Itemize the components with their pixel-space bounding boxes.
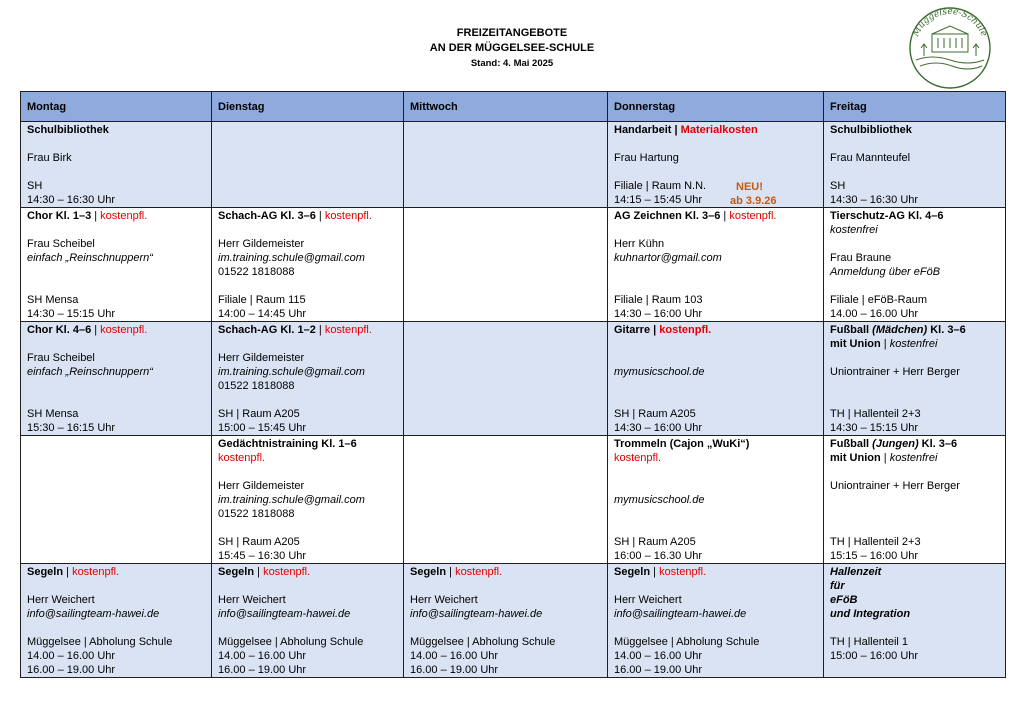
separator: | xyxy=(91,324,101,336)
time: 16.00 – 19.00 Uhr xyxy=(410,664,499,676)
separator: | xyxy=(446,566,456,578)
contact-person: Herr Weichert xyxy=(218,594,286,606)
cost-label: kostenpfl. xyxy=(659,324,712,336)
cell-mon-chor-1-3 xyxy=(21,208,212,322)
location: Müggelsee | Abholung Schule xyxy=(410,636,556,648)
activity-title: Gedächtnistraining Kl. 1–6 xyxy=(218,438,357,450)
location: Filiale | Raum 103 xyxy=(614,294,703,306)
note: einfach „Reinschnuppern“ xyxy=(27,366,153,378)
cell-don-segeln xyxy=(608,564,824,678)
time: 14.00 – 16.00 Uhr xyxy=(27,650,116,662)
separator: | xyxy=(91,210,101,222)
location: TH | Hallenteil 1 xyxy=(830,636,909,648)
activity-title: Handarbeit xyxy=(614,124,672,136)
cell-fre-tierschutz xyxy=(824,208,1006,322)
cell-fre-fussball-maedchen xyxy=(824,322,1006,436)
cost-label: kostenpfl. xyxy=(100,210,148,222)
phone-number: 01522 1818088 xyxy=(218,508,295,520)
cell-empty xyxy=(21,436,212,564)
time: 14:30 – 16:30 Uhr xyxy=(27,194,116,206)
email-link[interactable]: info@sailingteam-hawei.de xyxy=(410,608,543,620)
activity-title: Segeln xyxy=(410,566,447,578)
time: 16.00 – 19.00 Uhr xyxy=(218,664,307,676)
location: Filiale | Raum N.N. xyxy=(614,180,707,192)
document-title-line-1: FREIZEITANGEBOTE xyxy=(456,27,568,39)
cost-label: kostenpfl. xyxy=(72,566,120,578)
location: TH | Hallenteil 2+3 xyxy=(830,408,921,420)
time: 15:00 – 16:00 Uhr xyxy=(830,650,919,662)
activity-title: Fußball xyxy=(830,438,873,450)
location: SH xyxy=(27,180,43,192)
table-row xyxy=(21,122,1006,208)
note: einfach „Reinschnuppern“ xyxy=(27,252,153,264)
time: 16.00 – 19.00 Uhr xyxy=(27,664,116,676)
activity-title: Segeln xyxy=(218,566,255,578)
email-link[interactable]: im.training.schule@gmail.com xyxy=(218,494,365,506)
cell-empty xyxy=(404,322,608,436)
time: 14:30 – 16:00 Uhr xyxy=(614,308,703,320)
activity-title-line: eFöB xyxy=(830,594,858,606)
contact-person: Frau Birk xyxy=(27,152,72,164)
document-title-line-2: AN DER MÜGGELSEE-SCHULE xyxy=(429,42,595,54)
email-link[interactable]: info@sailingteam-hawei.de xyxy=(27,608,160,620)
contact-person: Frau Braune xyxy=(830,252,892,264)
contact-person: Herr Weichert xyxy=(614,594,682,606)
time: 14:30 – 15:15 Uhr xyxy=(27,308,116,320)
cost-label: kostenpfl. xyxy=(729,210,777,222)
location: Müggelsee | Abholung Schule xyxy=(614,636,760,648)
time: 15:15 – 16:00 Uhr xyxy=(830,550,919,562)
school-logo xyxy=(902,4,998,92)
activity-title: Segeln xyxy=(27,566,64,578)
separator: | xyxy=(63,566,73,578)
activity-grades: Kl. 3–6 xyxy=(918,438,958,450)
activity-title: Schach-AG Kl. 1–2 xyxy=(218,324,316,336)
weekday-header-row xyxy=(21,92,1006,122)
contact-person: Herr Gildemeister xyxy=(218,352,305,364)
table-row xyxy=(21,436,1006,564)
contact-person: Herr Kühn xyxy=(614,238,665,250)
cell-mon-bibliothek xyxy=(21,122,212,208)
time: 15:30 – 16:15 Uhr xyxy=(27,422,116,434)
cost-label: Materialkosten xyxy=(680,124,758,136)
time: 14.00 – 16.00 Uhr xyxy=(830,308,919,320)
cost-label: kostenpfl. xyxy=(218,452,266,464)
time: 14.00 – 16.00 Uhr xyxy=(410,650,499,662)
time: 14.00 – 16.00 Uhr xyxy=(218,650,307,662)
location: TH | Hallenteil 2+3 xyxy=(830,536,921,548)
cell-empty xyxy=(404,208,608,322)
separator: | xyxy=(315,210,325,222)
email-link[interactable]: info@sailingteam-hawei.de xyxy=(218,608,351,620)
document-date: Stand: 4. Mai 2025 xyxy=(470,58,554,69)
website-link[interactable]: mymusicschool.de xyxy=(614,366,705,378)
contact-person: Frau Hartung xyxy=(614,152,679,164)
separator: | xyxy=(254,566,264,578)
cell-don-zeichnen xyxy=(608,208,824,322)
cell-fre-fussball-jungen xyxy=(824,436,1006,564)
cost-label: kostenpfl. xyxy=(324,324,372,336)
document-title-block xyxy=(0,26,1024,71)
cell-empty xyxy=(212,122,404,208)
header-freitag: Freitag xyxy=(824,92,1006,122)
location: SH xyxy=(830,180,846,192)
activity-title: Schulbibliothek xyxy=(830,124,912,136)
activity-grades: Kl. 3–6 xyxy=(927,324,966,336)
phone-number: 01522 1818088 xyxy=(218,266,295,278)
email-link[interactable]: im.training.schule@gmail.com xyxy=(218,366,365,378)
activity-title: Trommeln (Cajon „WuKi“) xyxy=(614,438,750,450)
activity-group: (Mädchen) xyxy=(872,324,928,336)
activity-group: (Jungen) xyxy=(872,438,919,450)
email-link[interactable]: im.training.schule@gmail.com xyxy=(218,252,365,264)
cell-empty xyxy=(404,122,608,208)
cell-mon-chor-4-6 xyxy=(21,322,212,436)
time: 14:30 – 15:15 Uhr xyxy=(830,422,919,434)
activity-title: Chor Kl. 4–6 xyxy=(27,324,92,336)
cell-die-schach-3-6 xyxy=(212,208,404,322)
separator: | xyxy=(880,338,890,350)
time: 14:30 – 16:00 Uhr xyxy=(614,422,703,434)
new-badge: NEU! xyxy=(736,181,763,193)
time: 16:00 – 16.30 Uhr xyxy=(614,550,703,562)
cell-mit-segeln xyxy=(404,564,608,678)
time: 14:30 – 16:30 Uhr xyxy=(830,194,919,206)
contact-person: Herr Weichert xyxy=(27,594,95,606)
separator: | xyxy=(671,124,681,136)
cost-label: kostenpfl. xyxy=(324,210,372,222)
cell-don-handarbeit xyxy=(608,122,824,208)
location: SH Mensa xyxy=(27,408,79,420)
activity-title: Fußball xyxy=(830,324,873,336)
cell-fre-hallenzeit xyxy=(824,564,1006,678)
activity-title: Segeln xyxy=(614,566,651,578)
location: SH | Raum A205 xyxy=(218,536,300,548)
cell-mon-segeln xyxy=(21,564,212,678)
cell-die-segeln xyxy=(212,564,404,678)
activity-title: Schach-AG Kl. 3–6 xyxy=(218,210,316,222)
time: 16.00 – 19.00 Uhr xyxy=(614,664,703,676)
time: 15:45 – 16:30 Uhr xyxy=(218,550,307,562)
activity-title: Hallenzeit xyxy=(830,566,882,578)
location: Müggelsee | Abholung Schule xyxy=(218,636,364,648)
contact-person: Frau Scheibel xyxy=(27,238,95,250)
contact-person: Uniontrainer + Herr Berger xyxy=(830,480,960,492)
contact-person: Uniontrainer + Herr Berger xyxy=(830,366,960,378)
email-link[interactable]: info@sailingteam-hawei.de xyxy=(614,608,747,620)
cost-label: kostenpfl. xyxy=(659,566,707,578)
email-link[interactable]: kuhnartor@gmail.com xyxy=(614,252,722,264)
cost-label: kostenpfl. xyxy=(100,324,148,336)
cell-fre-bibliothek xyxy=(824,122,1006,208)
location: Filiale | eFöB-Raum xyxy=(830,294,927,306)
location: Filiale | Raum 115 xyxy=(218,294,306,306)
header-montag: Montag xyxy=(21,92,212,122)
time: 14.00 – 16.00 Uhr xyxy=(614,650,703,662)
contact-person: Herr Gildemeister xyxy=(218,238,305,250)
location: Müggelsee | Abholung Schule xyxy=(27,636,173,648)
separator: | xyxy=(720,210,730,222)
activity-title: Gitarre xyxy=(614,324,651,336)
separator: | xyxy=(315,324,325,336)
cell-empty xyxy=(404,436,608,564)
cell-die-schach-1-2 xyxy=(212,322,404,436)
separator: | xyxy=(880,452,890,464)
table-row xyxy=(21,564,1006,678)
activity-title: AG Zeichnen Kl. 3–6 xyxy=(614,210,721,222)
cost-label: kostenpfl. xyxy=(263,566,311,578)
activity-title-line: für xyxy=(830,580,845,592)
location: SH Mensa xyxy=(27,294,79,306)
cell-die-gedaechtnis xyxy=(212,436,404,564)
activity-partner: mit Union xyxy=(830,338,881,350)
cost-label: kostenfrei xyxy=(830,224,878,236)
activity-title: Schulbibliothek xyxy=(27,124,109,136)
time: 14:15 – 15:45 Uhr xyxy=(614,194,703,206)
cost-label: kostenpfl. xyxy=(614,452,662,464)
cell-don-gitarre xyxy=(608,322,824,436)
cost-label: kostenfrei xyxy=(889,338,938,350)
activity-partner: mit Union xyxy=(830,452,881,464)
contact-person: Herr Weichert xyxy=(410,594,478,606)
header-mittwoch: Mittwoch xyxy=(404,92,608,122)
separator: | xyxy=(650,566,660,578)
header-donnerstag: Donnerstag xyxy=(608,92,824,122)
table-row xyxy=(21,208,1006,322)
contact-person: Frau Scheibel xyxy=(27,352,95,364)
activity-title: Tierschutz-AG Kl. 4–6 xyxy=(830,210,944,222)
activity-title-line: und Integration xyxy=(830,608,911,620)
svg-text:Müggelsee-Schule: Müggelsee-Schule xyxy=(911,7,989,39)
contact-person: Frau Mannteufel xyxy=(830,152,911,164)
time: 14:00 – 14:45 Uhr xyxy=(218,308,307,320)
location: SH | Raum A205 xyxy=(614,408,696,420)
location: SH | Raum A205 xyxy=(614,536,696,548)
separator: | xyxy=(650,324,660,336)
schedule-table xyxy=(20,91,1006,678)
website-link[interactable]: mymusicschool.de xyxy=(614,494,705,506)
note: Anmeldung über eFöB xyxy=(830,266,941,278)
contact-person: Herr Gildemeister xyxy=(218,480,305,492)
time: 15:00 – 15:45 Uhr xyxy=(218,422,307,434)
cost-label: kostenpfl. xyxy=(455,566,503,578)
header-dienstag: Dienstag xyxy=(212,92,404,122)
phone-number: 01522 1818088 xyxy=(218,380,295,392)
location: SH | Raum A205 xyxy=(218,408,300,420)
new-start-date: ab 3.9.26 xyxy=(730,195,777,207)
cost-label: kostenfrei xyxy=(889,452,938,464)
activity-title: Chor Kl. 1–3 xyxy=(27,210,92,222)
cell-don-trommeln xyxy=(608,436,824,564)
table-row xyxy=(21,322,1006,436)
